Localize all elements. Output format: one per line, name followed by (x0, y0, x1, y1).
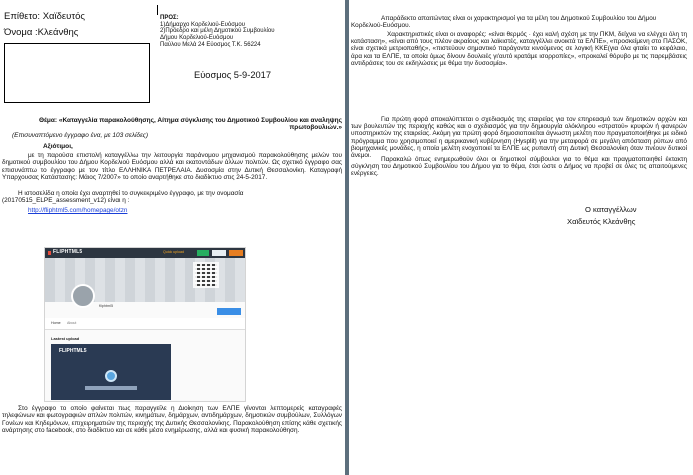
recipient-line: 2)Πρόεδρο και μέλη Δημοτικού Συμβουλίου (160, 28, 275, 35)
subject-note: (Επισυναπτόμενο έγγραφο ένα, με 103 σελίδες) (12, 131, 149, 139)
body-paragraph: με τη παρούσα επιστολή καταγγέλλω την λειτουργία παράνομου μηχανισμού παρακολούθησης μελών του δημοτικού συμβουλίου του Δήμου Κορδελιού Ευόσμου αλλά και εκατοντάδων άλλων πολιτών. Ως σχετικό έγγραφο σας επισυνάπτω το έγγραφο με τον τίτλο ΕΛΛΗΝΙΚΑ ΠΕΤΡΕΛΑΙΑ. Δυσοσμία στην Δυτική Θεσσαλονίκη. Καταγραφή Υπαρχουσας Κατάστασης: Μάιος 7/2007» το οποίο αναρτήθηκε στο διαδίκτυο στις 24-5-2017. (2, 152, 342, 181)
embed-card-logo: FLIPHTML5 (59, 348, 87, 354)
embed-follow-button (217, 308, 241, 315)
text-cursor (157, 5, 158, 15)
embed-quick-upload: Quick upload (163, 250, 184, 254)
subject-line: Θέμα: «Καταγγελία παρακολούθησης, Αίτημα σύγκλισης του Δημοτικού Συμβουλίου και αναληψης πρωτοβουλιών.» (38, 117, 342, 132)
recipient-line: Δήμου Κορδελιού-Ευόσμου (160, 35, 234, 42)
qr-code-pattern (195, 264, 217, 286)
embed-tab-home: Home (51, 321, 61, 325)
document-link[interactable]: http://fliphtml5.com/homepage/otzn (28, 207, 128, 214)
body-paragraph: Για πρώτη φορά αποκαλύπτεται ο σχεδιασμός της εταιρείας για τον επηρεασμό των δημοτικών αρχών και των βουλευτών της περιοχής καθώς και ο σχεδιασμός για την δημιουργία ολόκληρου «στρατού» κρυφών ή φανερών υποστηρικτών της εταιρείας. Ακόμη για πρώτη φορά δημοσιοποιείται άγνωστη μελέτη που πραγματοποιήθηκε με ειδικό πρόγραμμα που χρησιμοποιεί η αμερικανική κυβέρνηση (Hysplit) για την μεταφορά σε μεγάλη απόσταση ρύπων από βιομηχανικές μονάδες, η οποία μελέτη ενοχοποιεί τα ΕΛΠΕ ως ρυπαντή στη Δυτική Θεσσαλονίκη όταν πνέουν δυτικοί άνεμοι. (351, 116, 687, 160)
document-page-right (349, 0, 693, 475)
body-paragraph: Χαρακτηριστικές είναι οι αναφορές: «είναι θερμός · έχει καλή σχέση με την ΠΚΜ, δείχνει να ελέγχει όλη τη κατάσταση», «είναι από τους πλέον ακραίους και λαϊκιστές, καταγγέλλει ανοικτά τα ΕΛΠΕ», «προσκείμενη στο ΠΑΣΟΚ, είναι σχετικά μετριοπαθής», «πιστεύουν σημαντικό παράγοντα κινούμενος σε λογική ΚΚΕ(για όλα φταίει το κεφάλαιο, άρα και τα ΕΛΠΕ, τα οποία όμως δίνουν δουλειές γι'αυτό κρατάμε ισορροπίες», «προκαλεί θόρυβο με τις παρεμβάσεις αντιδράσεις του σε εκδηλώσεις με θέμα την δυσοσμία». (351, 31, 687, 67)
subject-block (2, 117, 342, 139)
embed-profile-name: fliphtml5 (99, 304, 114, 308)
embed-card-caption (85, 386, 137, 390)
signer-name: Χαϊδευτός Κλεάνθης (567, 217, 636, 226)
embed-latest-heading: Lastest upload (51, 336, 80, 341)
body-paragraph: Η ιστοσελίδα η οποία έχει αναρτηθεί το συγκεκριμένο έγγραφο, με την ονομασία (20170515_ELPE_assessment_v12) είναι η : (2, 190, 244, 205)
body-paragraph: Απαράδεκτο απαιτώντας είναι οι χαρακτηρισμοί για τα μέλη του Δημοτικού Συμβουλίου του Δήμου Κορδελιού-Ευόσμου. (351, 15, 657, 30)
recipient-block (160, 15, 340, 49)
closing-line: Ο καταγγέλλων (585, 205, 637, 214)
recipient-line: Παύλου Μελά 24 Εύοσμος Τ.Κ. 56224 (160, 41, 261, 48)
embed-tab-about: About (67, 321, 77, 325)
embed-button-light (212, 250, 226, 256)
greeting: Αξιότιμοι, (43, 143, 73, 150)
embed-button-green (197, 250, 209, 256)
recipient-heading: ΠΡΟΣ: (160, 15, 179, 21)
sender-address-box (4, 43, 150, 103)
embedded-website-screenshot (44, 247, 246, 402)
recipient-line: 1)Δήμαρχο Κορδελιού-Ευόσμου (160, 21, 246, 28)
place-date: Εύοσμος 5-9-2017 (194, 70, 271, 80)
logo-icon (48, 251, 51, 255)
body-paragraph: Παρακαλώ όπως ενημερωθούν όλοι οι δημοτικοί σύμβουλοι για το θέμα και πραγματοποιηθεί έκτακτη σύγκληση του Δημοτικού Συμβουλίου του Δήμου για το θέμα, έτσι ώστε ο Δήμος να προβεί σε όλες τις απαιτούμενες ενέργειες. (351, 156, 687, 178)
sender-name: Επίθετο: Χαϊδευτός (4, 11, 85, 22)
document-page-left (0, 0, 345, 475)
sender-first-name: Όνομα :Κλεάνθης (4, 27, 79, 38)
body-paragraph: Στο έγγραφο το οποίο φαίνεται πως παραγγείλε η Διοίκηση των ΕΛΠΕ γίνονται λεπτομερείς καταγραφές τηλεφώνων και φωτογραφιών απλών πολιτών, κινημάτων, δημάρχων, αντιδημάρχων, δημοτικών συμβούλων, Συλλόγων Γονέων και Κηδεμόνων, επιχειρηματιών της περιοχής της Δυτικής Θεσσαλονίκης. Παρακολούθηση επίσης κάθε σχετικής ανάρτησης στο facebook, στο διαδίκτυο και σε κάθε μέσο ενημέρωσης, αλλά και φυσική παρακολούθηση. (2, 405, 342, 434)
embed-logo: FLIPHTML5 (53, 249, 83, 255)
embed-button-orange (229, 250, 243, 256)
globe-icon (105, 370, 117, 382)
avatar (71, 284, 95, 308)
